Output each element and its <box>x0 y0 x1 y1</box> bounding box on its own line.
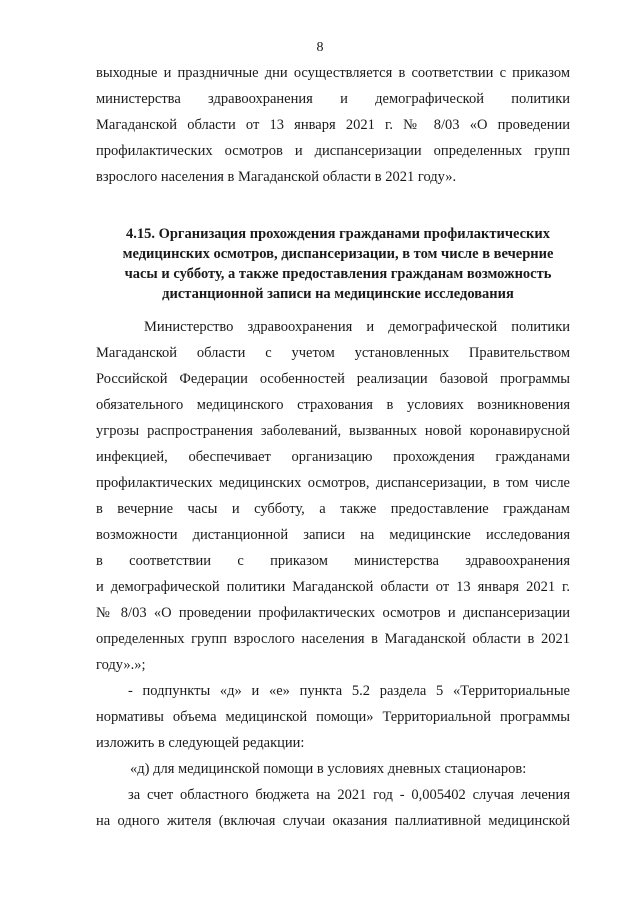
text-line: «д) для медицинской помощи в условиях дневных стационаров: <box>130 761 527 777</box>
text-line: нормативы объема медицинской помощи» Территориальной программы <box>96 709 570 725</box>
heading-line: 4.15. Организация прохождения гражданами профилактических <box>125 226 551 242</box>
text-line: возможности дистанционной записи на медицинские исследования <box>96 527 570 543</box>
text-line: - подпункты «д» и «е» пункта 5.2 раздела 5 «Территориальные <box>128 683 570 699</box>
text-line: Министерство здравоохранения и демографической политики <box>144 319 570 335</box>
text-line: на одного жителя (включая случаи оказания паллиативной медицинской <box>96 813 570 829</box>
heading-line: дистанционной записи на медицинские исследования <box>162 286 514 302</box>
text-line: и демографической политики Магаданской области от 13 января 2021 г. <box>96 579 570 595</box>
text-line: выходные и праздничные дни осуществляется в соответствии с приказом <box>96 65 570 81</box>
text-line: инфекцией, обеспечивает организацию прохождения гражданами <box>96 449 570 465</box>
text-line: профилактических осмотров и диспансеризации определенных групп <box>96 143 570 159</box>
heading-line: часы и субботу, а также предоставления гражданам возможность <box>124 266 552 282</box>
intro-paragraph <box>96 60 570 190</box>
text-line: взрослого населения в Магаданской области в 2021 году». <box>96 169 457 185</box>
amendment-paragraph <box>96 678 570 834</box>
main-paragraph <box>96 314 570 678</box>
text-line: в вечерние часы и субботу, а также предоставление гражданам <box>96 501 570 517</box>
text-line: министерства здравоохранения и демографической политики <box>96 91 570 107</box>
text-line: за счет областного бюджета на 2021 год - 0,005402 случая лечения <box>128 787 570 803</box>
page-number: 8 <box>316 40 324 55</box>
text-line: Российской Федерации особенностей реализации базовой программы <box>96 371 570 387</box>
text-line: году».»; <box>96 657 146 673</box>
text-line: профилактических медицинских осмотров, диспансеризации, в том числе <box>96 475 570 491</box>
heading-line: медицинских осмотров, диспансеризации, в том числе в вечерние <box>122 246 554 262</box>
text-line: угрозы распространения заболеваний, вызванных новой коронавирусной <box>96 423 570 439</box>
section-heading <box>108 224 568 304</box>
text-line: Магаданской области с учетом установленных Правительством <box>96 345 570 361</box>
text-line: в соответствии с приказом министерства здравоохранения <box>96 553 570 569</box>
text-line: обязательного медицинского страхования в условиях возникновения <box>96 397 570 413</box>
text-line: Магаданской области от 13 января 2021 г. № 8/03 «О проведении <box>96 117 570 133</box>
text-line: № 8/03 «О проведении профилактических осмотров и диспансеризации <box>96 605 570 621</box>
text-line: изложить в следующей редакции: <box>96 735 305 751</box>
text-line: определенных групп взрослого населения в Магаданской области в 2021 <box>96 631 570 647</box>
